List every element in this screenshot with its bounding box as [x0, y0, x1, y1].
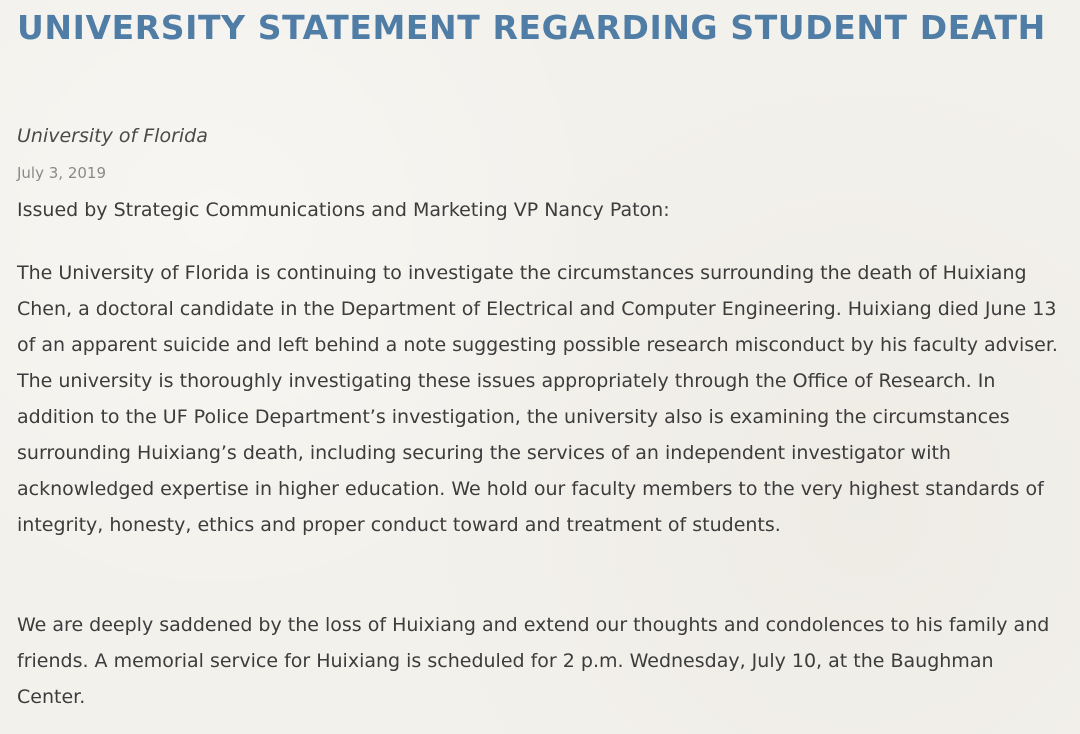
article-paragraph-1: The University of Florida is continuing to investigate the circumstances surrounding the death of Huixiang Chen, a doctoral candidate in the Department of Electrical and Computer Engineering. Huixiang died June 13 of an apparent suicide and left behind a note suggesting possible research misconduct by his faculty adviser. The university is thoroughly investigating these issues appropriately through the Office of Research. In addition to the UF Police Department’s investigation, the university also is examining the circumstances surrounding Huixiang’s death, including securing the services of an independent investigator with acknowledged expertise in higher education. We hold our faculty members to the very highest standards of integrity, honesty, ethics and proper conduct toward and treatment of students.: [17, 262, 1058, 536]
issued-by-line: Issued by Strategic Communications and Marketing VP Nancy Paton:: [17, 199, 670, 221]
article-author: University of Florida: [17, 125, 208, 147]
article-title: UNIVERSITY STATEMENT REGARDING STUDENT DEATH: [17, 8, 1046, 47]
article-paragraph-2: We are deeply saddened by the loss of Huixiang and extend our thoughts and condolences to his family and friends. A memorial service for Huixiang is scheduled for 2 p.m. Wednesday, July 10, at the Baughman Center.: [17, 614, 1050, 708]
article-date: July 3, 2019: [17, 164, 106, 182]
